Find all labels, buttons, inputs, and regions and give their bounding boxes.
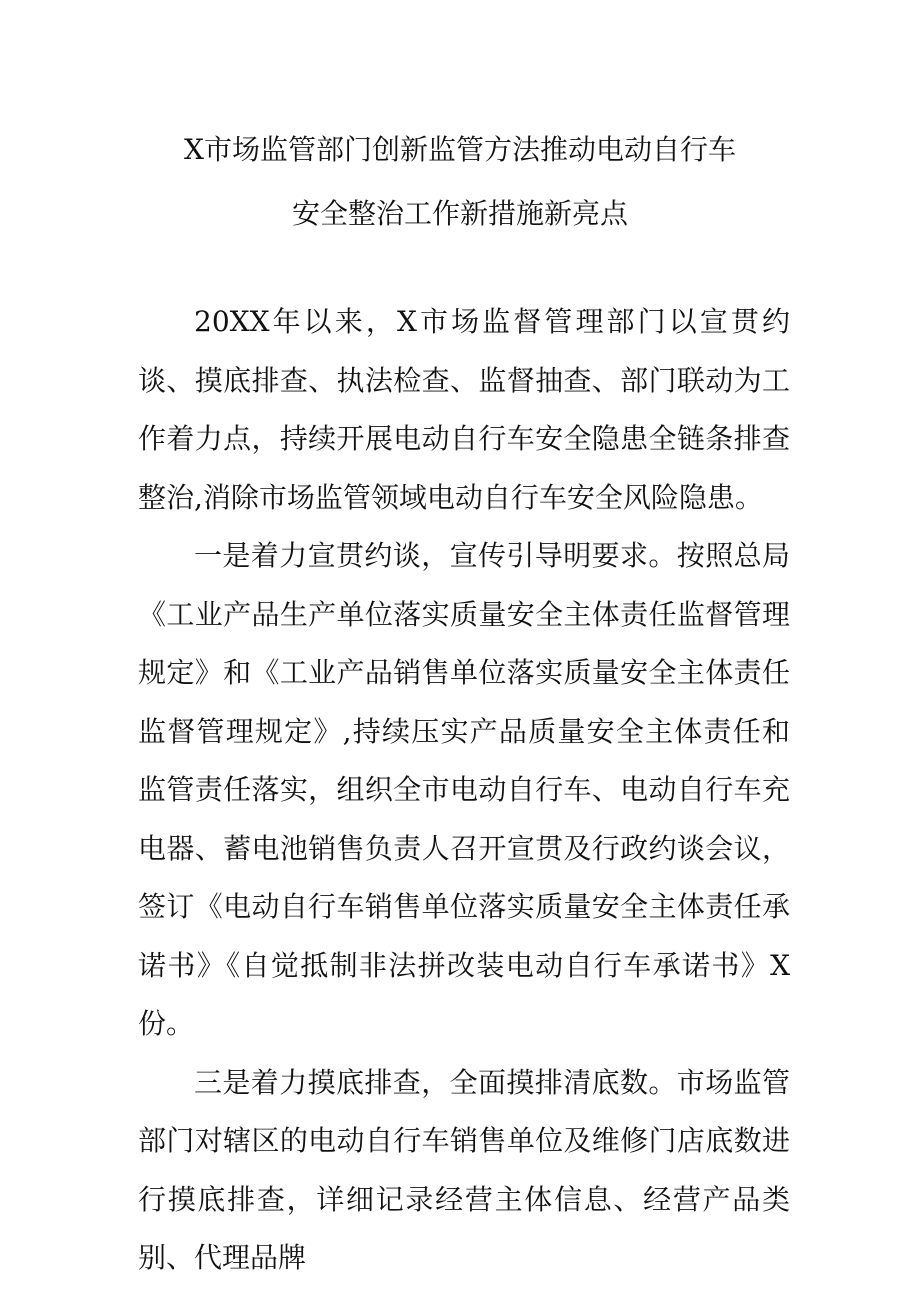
- paragraph-intro: 20XX年以来，X市场监督管理部门以宣贯约谈、摸底排查、执法检查、监督抽查、部门联动为工作着力点，持续开展电动自行车安全隐患全链条排查整治,消除市场监管领域电动自行车安全风险隐患。: [138, 305, 790, 514]
- document-title: [120, 118, 800, 246]
- document-body: [138, 293, 790, 1288]
- title-line-2: 安全整治工作新措施新亮点: [291, 197, 628, 230]
- paragraph-publicity: 一是着力宣贯约谈，宣传引导明要求。按照总局《工业产品生产单位落实质量安全主体责任监督管理规定》和《工业产品销售单位落实质量安全主体责任监督管理规定》,持续压实产品质量安全主体责任和监管责任落实，组织全市电动自行车、电动自行车充电器、蓄电池销售负责人召开宣贯及行政约谈会议，签订《电动自行车销售单位落实质量安全主体责任承诺书》《自觉抵制非法拼改装电动自行车承诺书》X份。: [138, 539, 790, 1040]
- title-line-1: X市场监管部门创新监管方法推动电动自行车: [184, 133, 736, 166]
- paragraph-investigation: 三是着力摸底排查，全面摸排清底数。市场监管部门对辖区的电动自行车销售单位及维修门店底数进行摸底排查，详细记录经营主体信息、经营产品类别、代理品牌: [138, 1065, 790, 1274]
